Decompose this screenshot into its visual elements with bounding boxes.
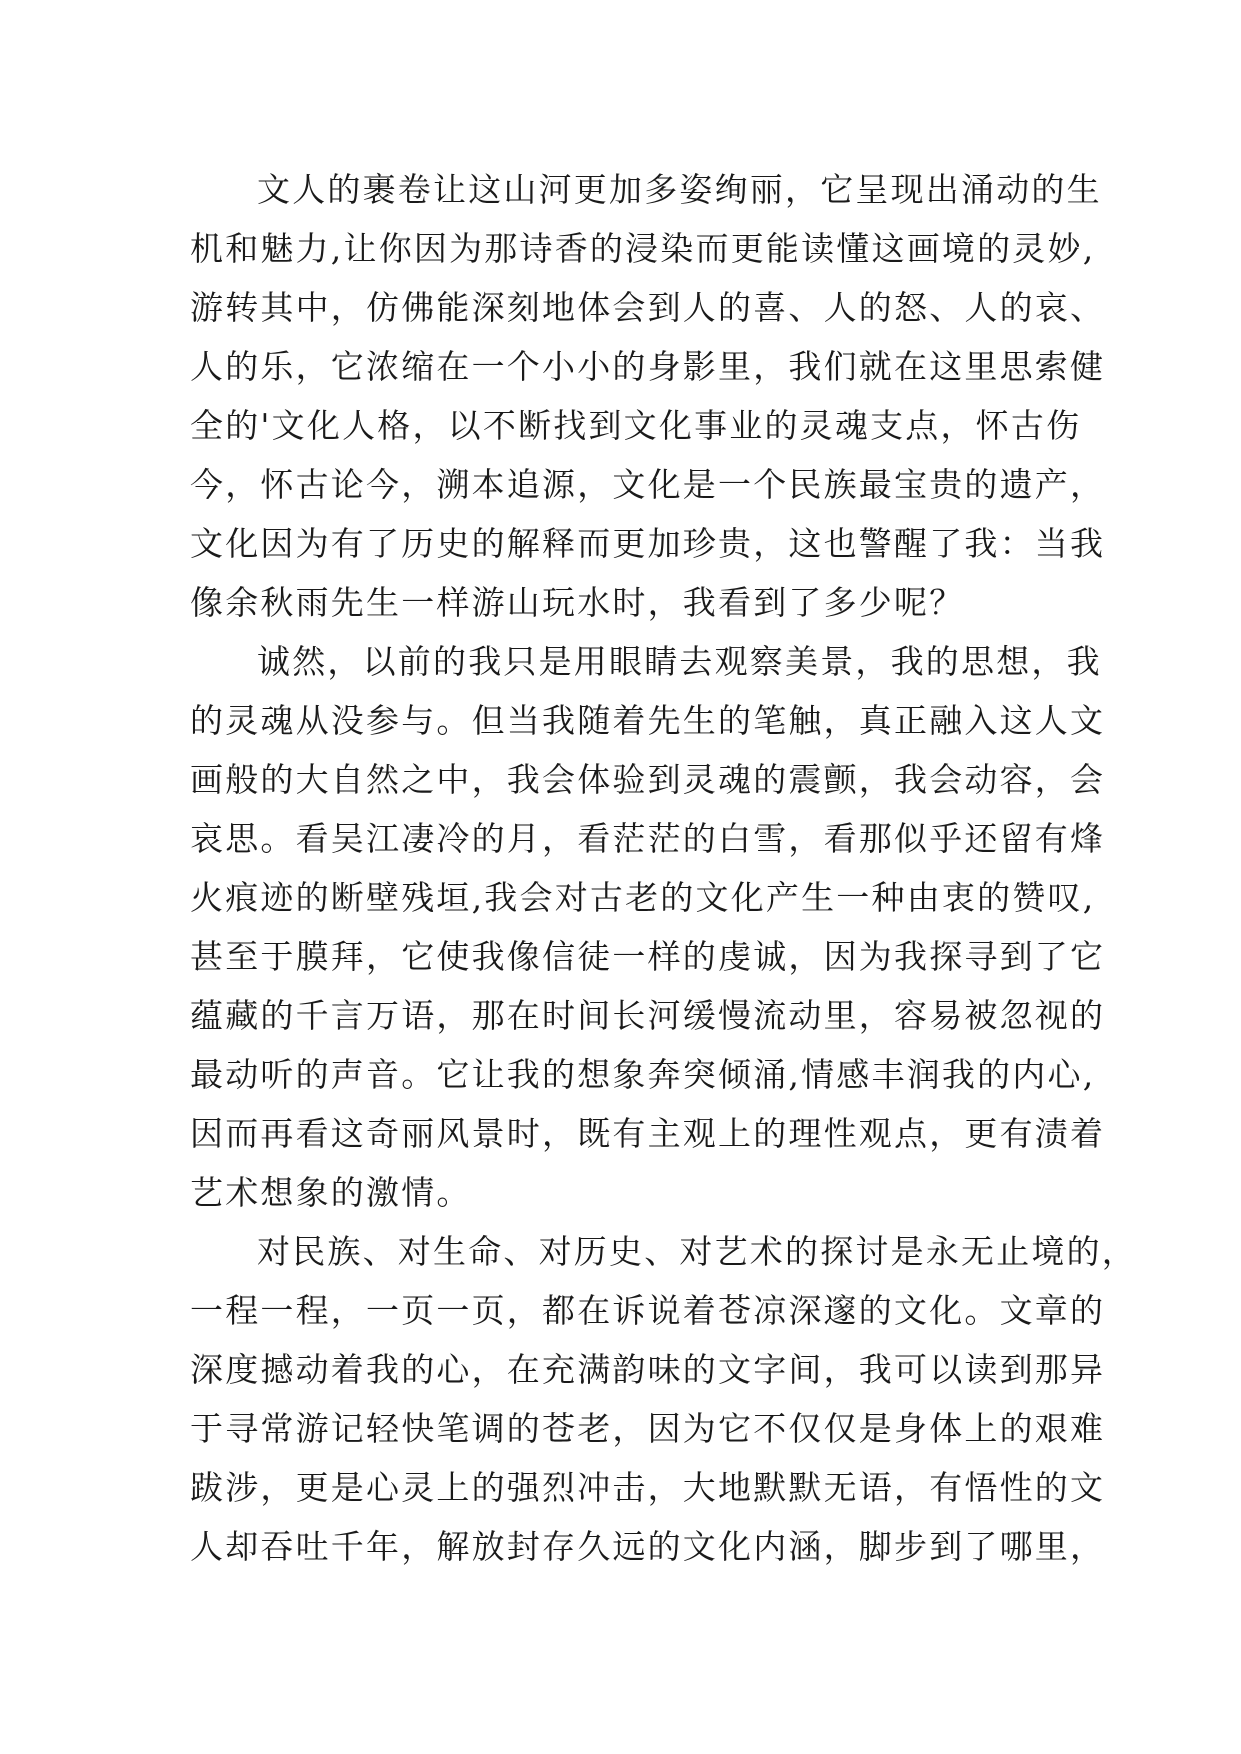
document-body — [190, 160, 1137, 1576]
text-line: 游转其中，仿佛能深刻地体会到人的喜、人的怒、人的哀、 — [190, 288, 1106, 327]
text-line: 的灵魂从没参与。但当我随着先生的笔触，真正融入这人文 — [190, 701, 1106, 740]
text-line: 今，怀古论今，溯本追源，文化是一个民族最宝贵的遗产， — [190, 465, 1106, 504]
text-line: 像余秋雨先生一样游山玩水时，我看到了多少呢？ — [190, 583, 965, 622]
text-line: 机和魅力,让你因为那诗香的浸染而更能读懂这画境的灵妙, — [190, 229, 1096, 268]
text-line: 全的'文化人格，以不断找到文化事业的灵魂支点，怀古伤 — [190, 406, 1082, 445]
text-line: 艺术想象的激情。 — [190, 1173, 472, 1212]
text-line: 文化因为有了历史的解释而更加珍贵，这也警醒了我：当我 — [190, 524, 1106, 563]
text-line: 对民族、对生命、对历史、对艺术的探讨是永无止境的， — [257, 1232, 1137, 1271]
text-line: 甚至于膜拜，它使我像信徒一样的虔诚，因为我探寻到了它 — [190, 937, 1106, 976]
text-line: 诚然，以前的我只是用眼睛去观察美景，我的思想，我 — [257, 642, 1102, 681]
text-line: 文人的裹卷让这山河更加多姿绚丽，它呈现出涌动的生 — [257, 170, 1102, 209]
text-line: 火痕迹的断壁残垣,我会对古老的文化产生一种由衷的赞叹, — [190, 878, 1096, 917]
text-line: 蕴藏的千言万语，那在时间长河缓慢流动里，容易被忽视的 — [190, 996, 1106, 1035]
text-line: 最动听的声音。它让我的想象奔突倾涌,情感丰润我的内心, — [190, 1055, 1096, 1094]
text-line: 跋涉，更是心灵上的强烈冲击，大地默默无语，有悟性的文 — [190, 1468, 1106, 1507]
paragraph-2 — [190, 632, 1106, 1222]
paragraph-1 — [190, 160, 1106, 632]
paragraph-3 — [190, 1222, 1137, 1576]
text-line: 深度撼动着我的心，在充满韵味的文字间，我可以读到那异 — [190, 1350, 1106, 1389]
text-line: 于寻常游记轻快笔调的苍老，因为它不仅仅是身体上的艰难 — [190, 1409, 1106, 1448]
text-line: 一程一程，一页一页，都在诉说着苍凉深邃的文化。文章的 — [190, 1291, 1106, 1330]
text-line: 因而再看这奇丽风景时，既有主观上的理性观点，更有渍着 — [190, 1114, 1106, 1153]
text-line: 画般的大自然之中，我会体验到灵魂的震颤，我会动容，会 — [190, 760, 1106, 799]
text-line: 人却吞吐千年，解放封存久远的文化内涵，脚步到了哪里， — [190, 1527, 1106, 1566]
text-line: 人的乐，它浓缩在一个小小的身影里，我们就在这里思索健 — [190, 347, 1106, 386]
text-line: 哀思。看吴江凄冷的月，看茫茫的白雪，看那似乎还留有烽 — [190, 819, 1106, 858]
